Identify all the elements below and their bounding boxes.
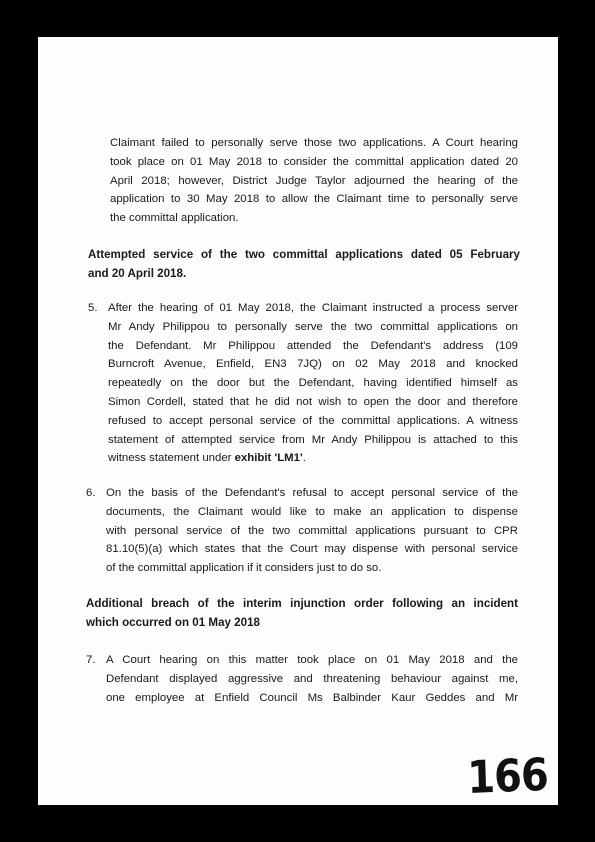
paragraph-number: 7. <box>86 654 96 666</box>
text-line: Claimant failed to personally serve those two applications. A Court hearing <box>110 137 518 149</box>
section-heading-additional-breach <box>86 595 518 633</box>
text-line: with personal service of the two committal applications pursuant to CPR <box>106 524 518 537</box>
text-line: the committal application. <box>110 212 239 225</box>
text-line: statement of attempted service from Mr Andy Philippou is attached to this <box>108 433 518 446</box>
section-heading-attempted-service <box>88 246 520 284</box>
paragraph-body <box>108 299 518 468</box>
text-line: A Court hearing on this matter took place on 01 May 2018 and the <box>106 654 518 666</box>
text-line <box>108 449 518 468</box>
text-line: On the basis of the Defendant's refusal to accept personal service of the <box>106 487 518 499</box>
handwritten-page-number: 166 <box>465 749 548 805</box>
heading-line: Additional breach of the interim injunction order following an incident <box>86 597 518 610</box>
intro-paragraph <box>110 134 518 228</box>
text-line: April 2018; however, District Judge Taylor adjourned the hearing of the <box>110 174 518 187</box>
text-line: 81.10(5)(a) which states that the Court may dispense with personal service <box>106 543 518 556</box>
text-line: took place on 01 May 2018 to consider the committal application dated 20 <box>110 155 518 168</box>
exhibit-reference: exhibit 'LM1' <box>234 452 303 465</box>
paragraph-body <box>106 484 518 578</box>
text-line: one employee at Enfield Council Ms Balbinder Kaur Geddes and Mr <box>106 691 518 704</box>
text-line: After the hearing of 01 May 2018, the Claimant instructed a process server <box>108 302 518 314</box>
text-line: Defendant displayed aggressive and threatening behaviour against me, <box>106 672 518 685</box>
paragraph-number: 6. <box>86 487 96 499</box>
heading-line: which occurred on 01 May 2018 <box>86 615 260 629</box>
text-line: refused to accept personal service of the committal applications. A witness <box>108 414 518 427</box>
text-fragment: . <box>302 452 306 465</box>
text-line: of the committal application if it considers just to do so. <box>106 562 382 575</box>
text-line: Simon Cordell, stated that he did not wish to open the door and therefore <box>108 395 518 408</box>
text-line: documents, the Claimant would like to make an application to dispense <box>106 505 518 518</box>
text-line: repeatedly on the door but the Defendant, having identified himself as <box>108 377 518 390</box>
heading-line: and 20 April 2018. <box>88 266 187 280</box>
text-line: Mr Andy Philippou to personally serve the two committal applications on <box>108 320 518 333</box>
text-line: Burncroft Avenue, Enfield, EN3 7JQ) on 02 May 2018 and knocked <box>108 358 518 371</box>
text-line: application to 30 May 2018 to allow the Claimant time to personally serve <box>110 193 518 206</box>
paragraph-number: 5. <box>88 302 98 314</box>
paragraph-body <box>106 651 518 707</box>
text-line: the Defendant. Mr Philippou attended the Defendant's address (109 <box>108 339 518 352</box>
heading-line: Attempted service of the two committal applications dated 05 February <box>88 248 520 261</box>
text-fragment: witness statement under <box>108 452 235 465</box>
document-page <box>38 37 558 805</box>
